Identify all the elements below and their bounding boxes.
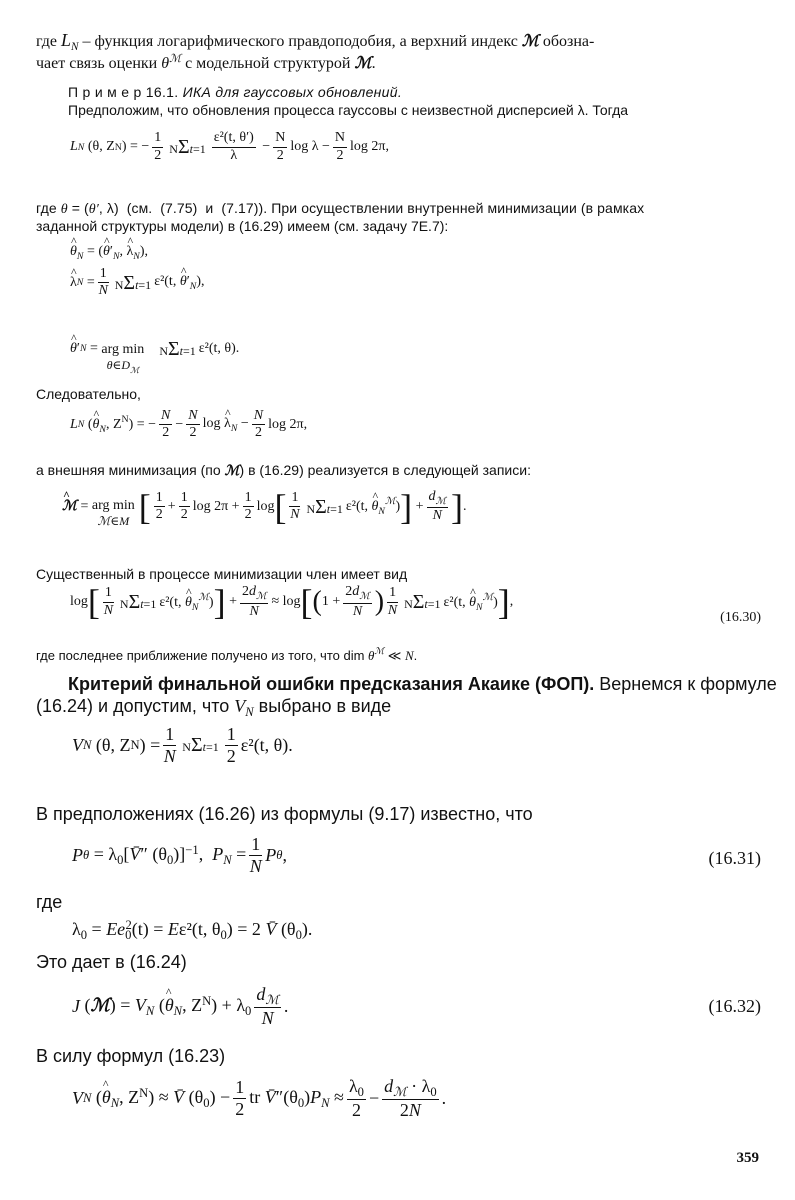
equation-vn: V N (θ, Z N ) = $\frac{1}{N}$ NΣt=1 1 2 ε²(t, θ).	[72, 724, 293, 766]
para1-line1: где θ = (θ′, λ) (см. (7.75) и (7.17)). При осуществлении внутренней минимизации (в рамках	[36, 200, 645, 217]
equation-lambda-hat: ^ λ N = $\frac{1}{N}$ NΣt=1 ε²(t, ^ $\theta'_N$),	[70, 266, 205, 299]
equation-m-hat: ^ ℳ = arg min ℳ∈M [ 1 2 + $\frac{1}{2}$ log 2π + $\frac{1}{2}$ log [ 1 N NΣt=1 ε²(t, ^ $\theta_N^ℳ$) ] + $d_ℳ$ N ] .	[62, 484, 467, 529]
intro-line-2: чает связь оценки $\theta^ℳ$ с модельной структурой ℳ.	[36, 53, 376, 72]
gives-text: Это дает в (16.24)	[36, 952, 187, 972]
eq-number-16-32: (16.32)	[708, 996, 761, 1016]
intro-line-1: где $L_N$ – функция логарифмического правдоподобия, а верхний индекс ℳ обозна-	[36, 30, 595, 53]
equation-ln2: L N (^ $\theta_N$, $Z^N$) = − $\frac{N}{2}$ − $\frac{N}{2}$ log ^ $\lambda_N$ − $\frac{N}{2}$ log 2π,	[70, 408, 307, 441]
para1-line2: заданной структуры модели) в (16.29) имеем (см. задачу 7Е.7):	[36, 218, 449, 234]
page-number: 359	[736, 1150, 759, 1166]
gde-text: где	[36, 892, 63, 912]
equation-16-32: J (ℳ) = $V_N$ (^ $\theta_N$, $Z^N) + \lambda_0$ $d_ℳ$ N .	[72, 984, 288, 1029]
essential-text: Существенный в процессе минимизации член имеет вид	[36, 566, 408, 582]
outer-min-text: а внешняя минимизация (по ℳ) в (16.29) реализуется в следующей записи:	[36, 462, 531, 479]
equation-theta-hat: ^ $\theta_N$ = (^ $\theta'_N$, ^ $\lambda_N$),	[70, 244, 148, 262]
equation-lambda0: $\lambda_0 = Ee_0^2(t) = E\varepsilon^2(t$, $\theta_0) = 2$ V̄ $(\theta_0)$.	[72, 918, 313, 942]
equation-final: V N (^ $\theta_N$, $Z^N$) ≈ V̄ $(\theta_0)$ − $\frac{1}{2}$ tr $V̄''(\theta_0)P_N$ ≈ $\frac{\lambda_0}{2}$ − $d_ℳ \cdot \lambda_0$ 2N .	[72, 1076, 446, 1121]
equation-argmin: ^ θ ′ N = arg min $\theta\in D_ℳ$ NΣt=1 ε²(t, θ).	[70, 322, 239, 375]
akaike-heading: Критерий финальной ошибки предсказания Акаике (ФОП). Вернемся к формуле	[68, 674, 777, 694]
eq-number-16-30: (16.30)	[720, 610, 761, 625]
example-text: Предположим, что обновления процесса гауссовы с неизвестной дисперсией λ. Тогда	[68, 102, 629, 118]
example-heading: П р и м е р 16.1. ИКА для гауссовых обновлений.	[68, 84, 403, 100]
equation-16-30: log [ 1 N NΣt=1 ε²(t, ^ $\theta_N^ℳ$) ] + $2d_ℳ$ N ≈ log [ ( 1 + $2d_ℳ$ N ) 1 N NΣt=1 ε²(t, ^ $\theta_N^ℳ$) ] ,	[70, 584, 513, 620]
equation-16-31: P θ = $\lambda_0[V̄''$ $(\theta_0)]^{-1}$, $P_N$ = $\frac{1}{N}$ P θ ,	[72, 834, 287, 876]
akaike-line2: (16.24) и допустим, что $V_N$ выбрано в виде	[36, 696, 392, 719]
approx-note: где последнее приближение получено из того, что dim $\theta^ℳ$ ≪ N.	[36, 646, 418, 663]
by-formulas-text: В силу формул (16.23)	[36, 1046, 226, 1066]
sledovatelno: Следовательно,	[36, 386, 141, 402]
equation-ln: L N (θ, Z N ) = − $\frac{1}{2}$ NΣt=1 ε²(t, θ′) λ − $\frac{N}{2}$ log λ − $\frac{N}{2}$ log 2π,	[70, 130, 389, 163]
eq-number-16-31: (16.31)	[708, 848, 761, 868]
assumptions-text: В предположениях (16.26) из формулы (9.17) известно, что	[36, 804, 533, 824]
